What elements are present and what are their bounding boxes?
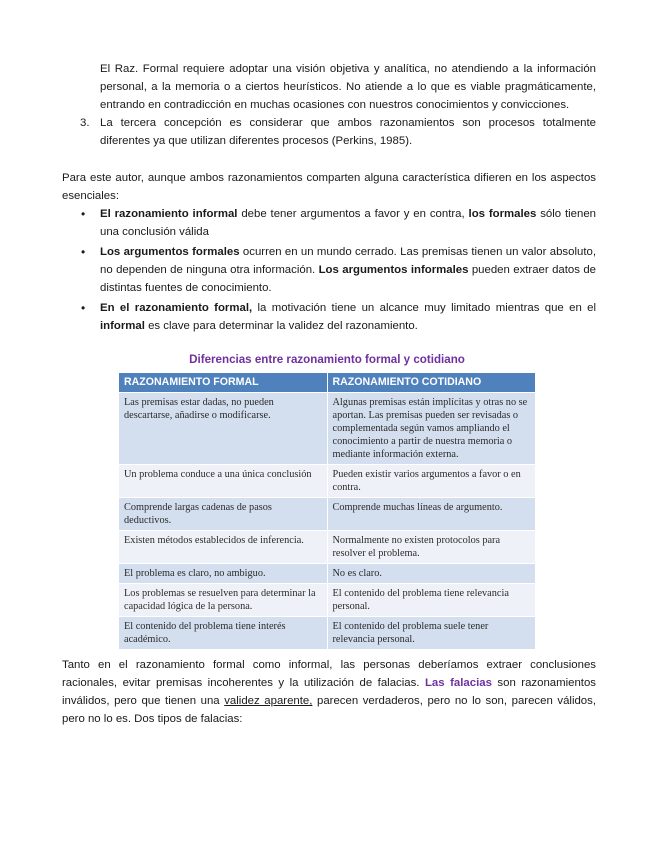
bullet-icon: • [81, 245, 86, 259]
table-cell: El contenido del problema tiene relevancia personal. [327, 584, 536, 617]
bullet-item [62, 243, 596, 297]
item-text: La tercera concepción es considerar que ambos razonamientos son procesos totalmente diferentes ya que utilizan diferentes procesos (Perkins, 1985). [100, 117, 596, 147]
bullet-bold: Los argumentos formales [100, 246, 240, 258]
table-cell: Comprende largas cadenas de pasos deductivos. [119, 498, 328, 531]
final-text: parecen verdaderos, pero no lo son, parecen válidos, pero no lo es. Dos tipos de falacias: [62, 695, 596, 725]
bullet-bold: El razonamiento informal [100, 208, 238, 220]
table-cell: Pueden existir varios argumentos a favor o en contra. [327, 465, 536, 498]
bullet-bold: los formales [468, 208, 537, 220]
table-cell: Existen métodos establecidos de inferencia. [119, 531, 328, 564]
falacias-highlight: Las falacias [424, 677, 492, 689]
table-row [119, 393, 536, 465]
bullet-text: debe tener argumentos a favor y en contra, [237, 208, 469, 220]
table-cell: Los problemas se resuelven para determinar la capacidad lógica de la persona. [119, 584, 328, 617]
item-number: 3. [80, 117, 90, 129]
bullet-bold: Los argumentos informales [318, 264, 469, 276]
final-paragraph [62, 656, 596, 728]
table-row [119, 584, 536, 617]
bullet-text: es clave para determinar la validez del razonamiento. [144, 320, 418, 332]
final-text: son razonamientos inválidos, pero que tienen una [62, 677, 596, 707]
comparison-table [118, 372, 536, 650]
table-row [119, 465, 536, 498]
bullet-item [62, 299, 596, 335]
table-row [119, 617, 536, 650]
table-row [119, 531, 536, 564]
column-header-formal: RAZONAMIENTO FORMAL [119, 373, 328, 393]
bullet-bold: informal [100, 320, 145, 332]
bullet-text: sólo tienen una conclusión válida [100, 208, 596, 238]
bullet-text: la motivación tiene un alcance muy limitado mientras que en el [252, 302, 596, 314]
bullet-icon: • [81, 301, 86, 315]
table-title: Diferencias entre razonamiento formal y cotidiano [189, 353, 465, 366]
table-cell: Normalmente no existen protocolos para resolver el problema. [327, 531, 536, 564]
table-cell: Comprende muchas líneas de argumento. [327, 498, 536, 531]
table-cell: El problema es claro, no ambiguo. [119, 564, 328, 584]
bullet-list [62, 205, 596, 337]
continuation-paragraph: El Raz. Formal requiere adoptar una visión objetiva y analítica, no atendiendo a la información personal, a la memoria o a ciertos heurísticos. No atiende a lo que es viable pragmáticamente, entrando en contradicción en muchas ocasiones con nuestros conocimientos y convicciones. [100, 63, 596, 111]
table-row [119, 564, 536, 584]
intro-paragraph: Para este autor, aunque ambos razonamientos comparten alguna característica difieren en los aspectos esenciales: [62, 172, 596, 202]
table-cell: El contenido del problema suele tener relevancia personal. [327, 617, 536, 650]
table-cell: Un problema conduce a una única conclusión [119, 465, 328, 498]
table-cell: No es claro. [327, 564, 536, 584]
table-cell: El contenido del problema tiene interés académico. [119, 617, 328, 650]
bullet-bold: En el razonamiento formal, [100, 302, 253, 314]
table-cell: Algunas premisas están implícitas y otras no se aportan. Las premisas pueden ser revisadas o complementada según vamos ampliando el conocimiento a partir de nuestra memoria o mediante información externa. [327, 393, 536, 465]
final-text: Tanto en el razonamiento formal como informal, las personas deberíamos extraer conclusiones racionales, evitar premisas incoherentes y la utilización de falacias. [62, 659, 596, 689]
table-header-row [119, 373, 536, 393]
bullet-text: pueden extraer datos de distintas fuentes de conocimiento. [100, 264, 597, 294]
column-header-cotidiano: RAZONAMIENTO COTIDIANO [327, 373, 536, 393]
validez-aparente-underlined: validez aparente, [224, 695, 313, 707]
bullet-text: ocurren en un mundo cerrado. Las premisas tienen un valor absoluto, no dependen de ninguna otra información. [100, 246, 596, 276]
table-cell: Las premisas estar dadas, no pueden descartarse, añadirse o modificarse. [119, 393, 328, 465]
bullet-item [62, 205, 596, 241]
table-row [119, 498, 536, 531]
bullet-icon: • [81, 207, 86, 221]
